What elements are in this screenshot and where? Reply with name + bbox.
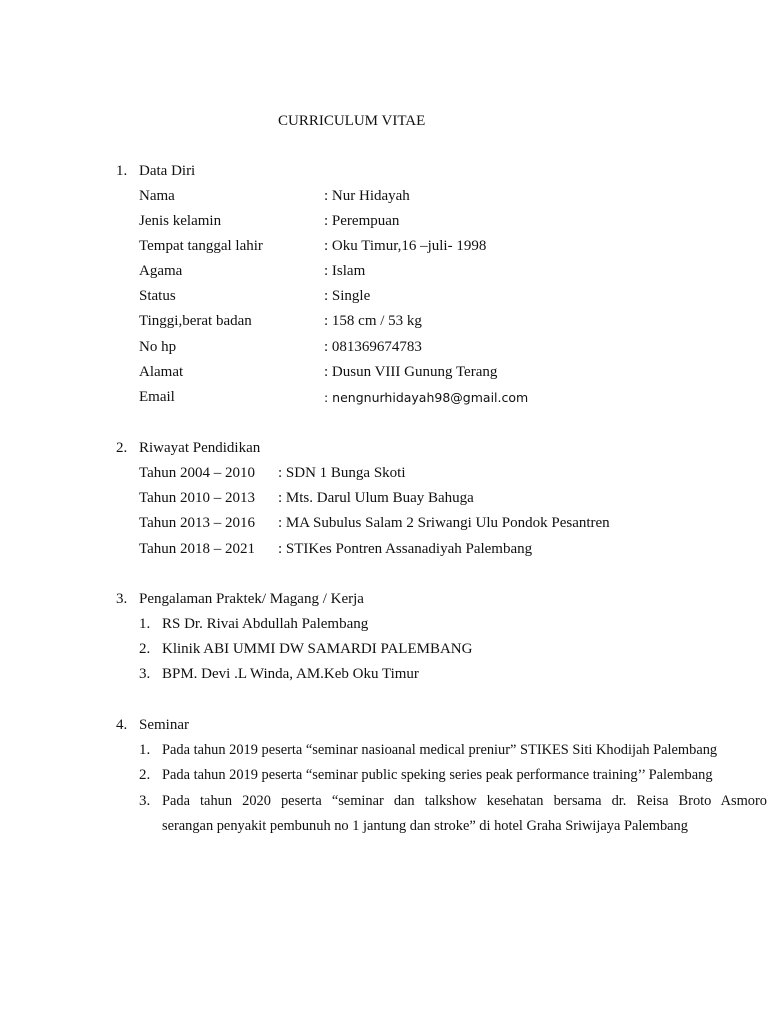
field-label-alamat: Alamat [139,364,184,380]
field-label-email: Email [139,389,175,405]
education-year: Tahun 2010 – 2013 [139,490,256,506]
list-item-text: RS Dr. Rivai Abdullah Palembang [162,616,369,632]
education-school: : SDN 1 Bunga Skoti [278,465,406,481]
list-item-continuation: serangan penyakit pembunuh no 1 jantung dan stroke” di hotel Graha Sriwijaya Palembang [162,818,688,834]
list-item-text: Pada tahun 2019 peserta “seminar public speking series peak performance training’’ Palembang [162,767,713,783]
field-value-email: : nengnurhidayah98@gmail.com [324,390,529,405]
list-item-number: 3. [139,666,151,682]
field-label-tinggi-berat: Tinggi,berat badan [139,313,252,329]
field-value-ttl: : Oku Timur,16 –juli- 1998 [324,238,487,254]
list-item-text: Klinik ABI UMMI DW SAMARDI PALEMBANG [162,641,473,657]
section-number: 2. [116,440,128,456]
field-label-agama: Agama [139,263,183,279]
section-number: 4. [116,717,128,733]
list-item-text: BPM. Devi .L Winda, AM.Keb Oku Timur [162,666,419,682]
education-school: : STIKes Pontren Assanadiyah Palembang [278,541,533,557]
list-item-number: 3. [139,793,151,809]
section-title-pendidikan: Riwayat Pendidikan [139,440,261,456]
education-year: Tahun 2018 – 2021 [139,541,256,557]
list-item-number: 1. [139,616,151,632]
field-label-jenis-kelamin: Jenis kelamin [139,213,222,229]
list-item-text: Pada tahun 2020 peserta “seminar dan talkshow kesehatan bersama dr. Reisa Broto Asmoro [162,793,767,809]
list-item-number: 2. [139,767,151,783]
education-school: : Mts. Darul Ulum Buay Bahuga [278,490,474,506]
section-number: 1. [116,163,128,179]
section-title-pengalaman: Pengalaman Praktek/ Magang / Kerja [139,591,364,607]
field-label-no-hp: No hp [139,339,177,355]
section-number: 3. [116,591,128,607]
list-item-number: 1. [139,742,151,758]
field-value-jenis-kelamin: : Perempuan [324,213,400,229]
document-title: CURRICULUM VITAE [278,113,426,129]
field-value-alamat: : Dusun VIII Gunung Terang [324,364,498,380]
field-value-tinggi-berat: : 158 cm / 53 kg [324,313,422,329]
field-label-nama: Nama [139,188,175,204]
list-item-number: 2. [139,641,151,657]
field-label-ttl: Tempat tanggal lahir [139,238,263,254]
section-title-data-diri: Data Diri [139,163,196,179]
education-year: Tahun 2013 – 2016 [139,515,256,531]
field-label-status: Status [139,288,176,304]
field-value-status: : Single [324,288,371,304]
field-value-no-hp: : 081369674783 [324,339,422,355]
section-title-seminar: Seminar [139,717,189,733]
education-year: Tahun 2004 – 2010 [139,465,256,481]
field-value-agama: : Islam [324,263,366,279]
list-item-text: Pada tahun 2019 peserta “seminar nasioanal medical preniur” STIKES Siti Khodijah Palembang [162,742,718,758]
education-school: : MA Subulus Salam 2 Sriwangi Ulu Pondok Pesantren [278,515,610,531]
field-value-nama: : Nur Hidayah [324,188,410,204]
